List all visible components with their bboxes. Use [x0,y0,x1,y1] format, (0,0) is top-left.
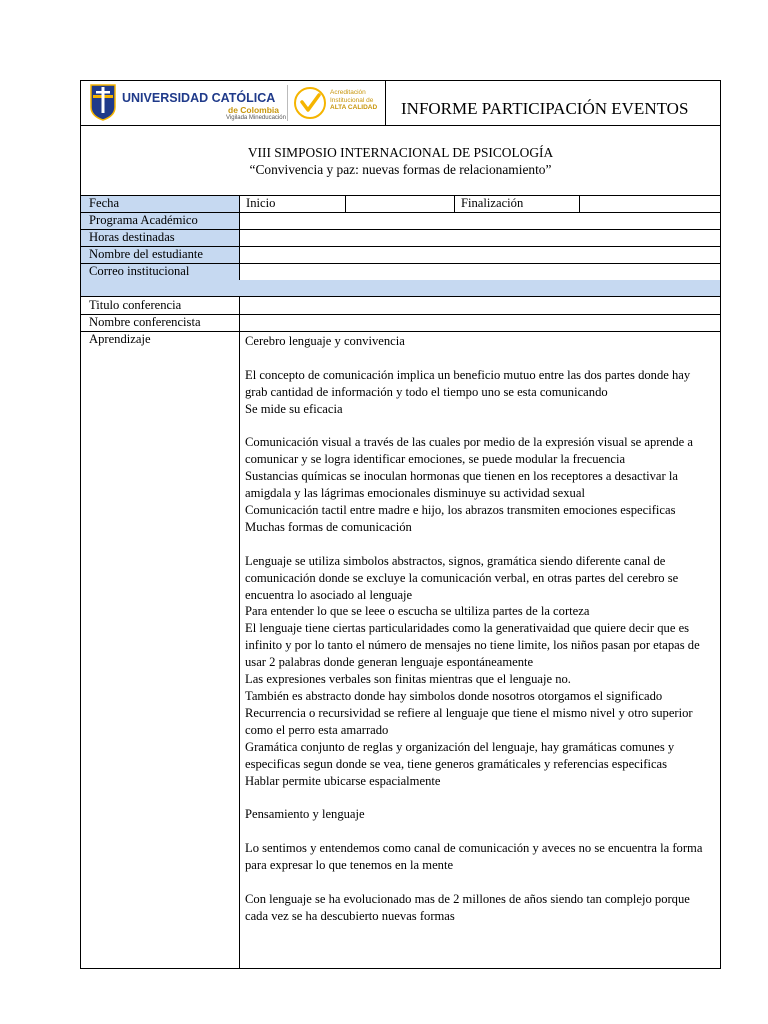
learning-paragraph: Gramática conjunto de reglas y organización del lenguaje, hay gramáticas comunes y especificas segun donde se vea, tiene generos gramáticales y referencias especificas [245,739,675,771]
label-finalizacion: Finalización [461,196,524,210]
accreditation-line3: ALTA CALIDAD [330,104,378,111]
learning-paragraph: Cerebro lenguaje y convivencia [245,334,405,348]
label-programa: Programa Académico [89,213,198,227]
learning-paragraph: Recurrencia o recursividad se refiere al lenguaje que tiene el mismo nivel y otro superior como el perro esta amarrado [245,705,693,737]
field-horas[interactable] [240,230,720,246]
label-fecha: Fecha [89,196,120,210]
learning-paragraph: El lenguaje tiene ciertas particularidades como la generativaidad que quiere decir que es infinito y por lo tanto el número de mensajes no tiene limite, los niños pasan por etapas de usar 2 palabras donde generan lenguaje espontáneamente [245,621,700,670]
learning-notes [245,333,715,925]
learning-paragraph: Comunicación tactil entre madre e hijo, los abrazos transmiten emociones especificas [245,503,676,518]
learning-paragraph: Las expresiones verbales son finitas mientras que el lenguaje no. [245,672,571,687]
learning-paragraph: Hablar permite ubicarse espacialmente [245,773,441,788]
learning-paragraph: Para entender lo que se leee o escucha se ultiliza partes de la corteza [245,604,590,619]
field-nombre-estudiante[interactable] [240,247,720,263]
report-title: INFORME PARTICIPACIÓN EVENTOS [401,99,689,118]
learning-paragraph [245,418,715,435]
learning-paragraph: Lenguaje se utiliza simbolos abstractos, signos, gramática siendo diferente canal de comunicación donde se excluye la comunicación verbal, en otras partes del cerebro se encuentra lo asociado al lenguaje [245,553,679,602]
label-nombre-estudiante: Nombre del estudiante [89,247,204,261]
learning-paragraph [245,874,715,891]
university-note: Vigilada Mineducación [226,115,286,121]
label-nombre-conferencista: Nombre conferencista [89,315,201,329]
field-programa[interactable] [240,213,720,229]
learning-paragraph: Se mide su eficacia [245,401,343,416]
field-finalizacion[interactable] [580,196,720,212]
shield-icon [90,83,116,121]
learning-paragraph: También es abstracto donde hay simbolos donde nosotros otorgamos el significado [245,688,663,703]
university-name: UNIVERSIDAD [122,91,209,105]
university-name-bold: CATÓLICA [211,91,276,105]
accreditation-line1: Acreditación [330,89,366,96]
label-horas: Horas destinadas [89,230,175,244]
learning-paragraph: Pensamiento y lenguaje [245,807,365,822]
report-form [80,80,721,969]
accreditation-line2: Institucional de [330,96,374,104]
label-titulo-conferencia: Titulo conferencia [89,298,182,312]
label-correo: Correo institucional [89,264,190,278]
learning-paragraph: Lo sentimos y entendemos como canal de comunicación y aveces no se encuentra la forma para expresar lo que tenemos en la mente [245,841,703,873]
event-title: VIII SIMPOSIO INTERNACIONAL DE PSICOLOGÍA [247,145,554,160]
learning-paragraph: Con lenguaje se ha evolucionado mas de 2 millones de años siendo tan complejo porque cada vez se ha descubierto nuevas formas [245,891,690,923]
learning-paragraph: Sustancias químicas se inoculan hormonas que tienen en los receptores a desactivar la amigdala y las lágrimas emocionales disminuye su actividad sexual [245,469,678,501]
field-inicio[interactable] [345,196,455,212]
learning-paragraph [245,789,715,806]
accreditation-check-icon [293,86,327,120]
event-subtitle: “Convivencia y paz: nuevas formas de relacionamiento” [249,162,552,177]
university-logo [87,83,377,123]
learning-paragraph: El concepto de comunicación implica un beneficio mutuo entre las dos partes donde hay grab cantidad de información y todo el tiempo uno se esta comunicando [245,367,691,399]
learning-paragraph [245,350,715,367]
learning-paragraph [245,823,715,840]
learning-paragraph: Comunicación visual a través de las cuales por medio de la expresión visual se aprende a comunicar y se logra identificar emociones, se puede modular la frecuencia [245,435,693,467]
field-nombre-conferencista[interactable] [240,314,720,330]
label-inicio: Inicio [246,196,276,210]
learning-paragraph: Muchas formas de comunicación [245,519,412,534]
learning-paragraph [245,536,715,553]
separator-row [81,280,720,296]
field-titulo-conferencia[interactable] [240,297,720,313]
field-correo[interactable] [240,264,720,280]
label-aprendizaje: Aprendizaje [89,332,151,346]
university-sub: de Colombia [228,105,280,115]
